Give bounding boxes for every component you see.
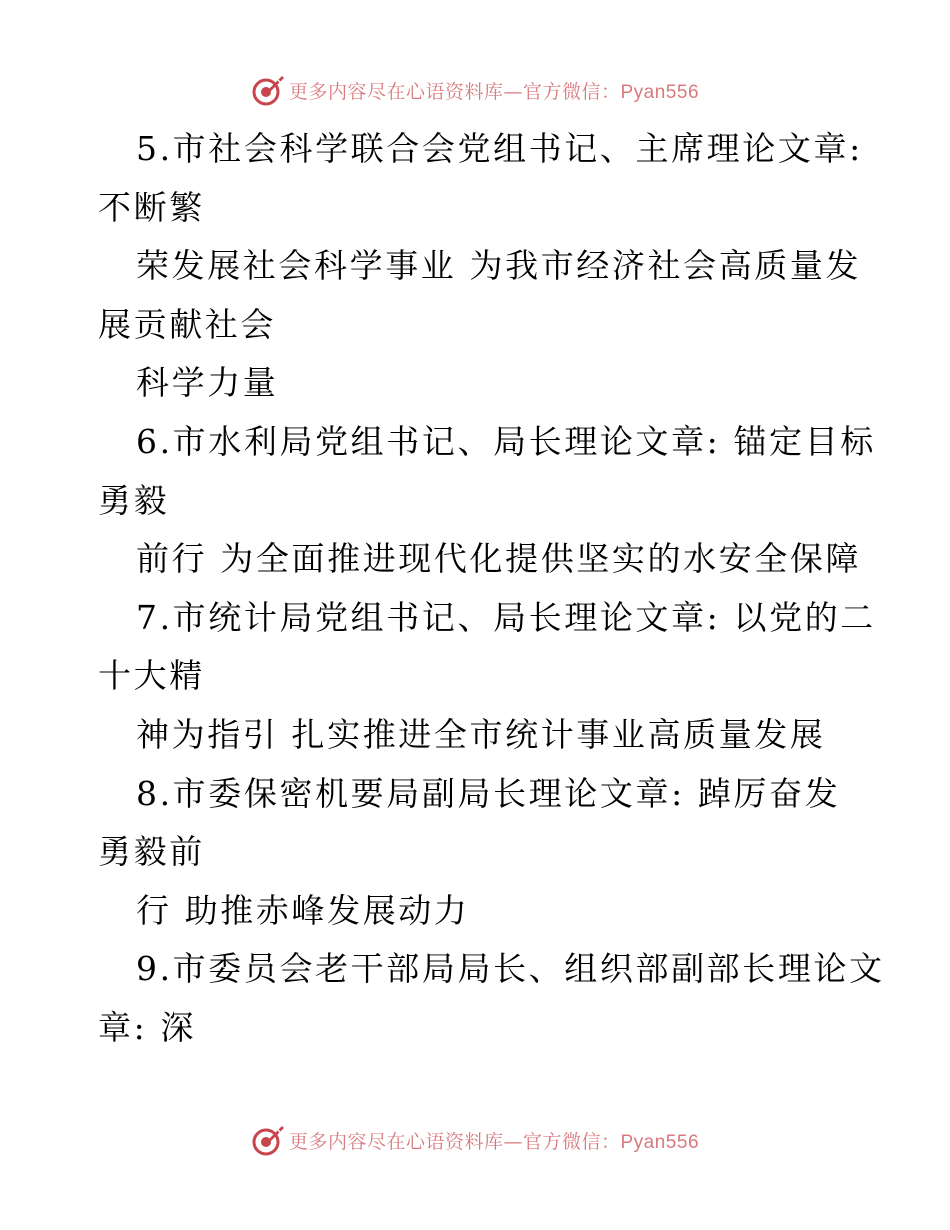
text-line: 荣发展社会科学事业 为我市经济社会高质量发 [136, 246, 862, 286]
header-watermark [0, 70, 950, 110]
text-line: 5.市社会科学联合会党组书记、主席理论文章: [136, 129, 863, 168]
text-line: 6.市水利局党组书记、局长理论文章: 锚定目标 [136, 421, 876, 461]
footer-watermark [0, 1120, 950, 1160]
text-line: 勇毅前 [98, 832, 205, 872]
document-body [98, 120, 885, 1058]
text-line: 不断繁 [98, 187, 205, 227]
text-line: 9.市委员会老干部局局长、组织部副部长理论文 [136, 949, 885, 989]
watermark-text: 更多内容尽在心语资料库—官方微信：Pyan556 [288, 80, 700, 103]
text-line: 科学力量 [136, 363, 279, 403]
pen-logo-icon [251, 73, 285, 107]
text-line: 前行 为全面推进现代化提供坚实的水安全保障 [136, 539, 862, 579]
text-line: 展贡献社会 [98, 304, 276, 344]
text-line: 章: 深 [98, 1007, 197, 1047]
text-line: 7.市统计局党组书记、局长理论文章: 以党的二 [136, 597, 876, 637]
text-line: 神为指引 扎实推进全市统计事业高质量发展 [136, 714, 826, 754]
pen-logo-icon [251, 1123, 285, 1157]
text-line: 8.市委保密机要局副局长理论文章: 踔厉奋发 [136, 773, 841, 813]
text-line: 勇毅 [98, 480, 170, 520]
watermark-text: 更多内容尽在心语资料库—官方微信：Pyan556 [288, 1130, 700, 1153]
text-line: 十大精 [98, 656, 205, 696]
text-line: 行 助推赤峰发展动力 [136, 890, 470, 930]
